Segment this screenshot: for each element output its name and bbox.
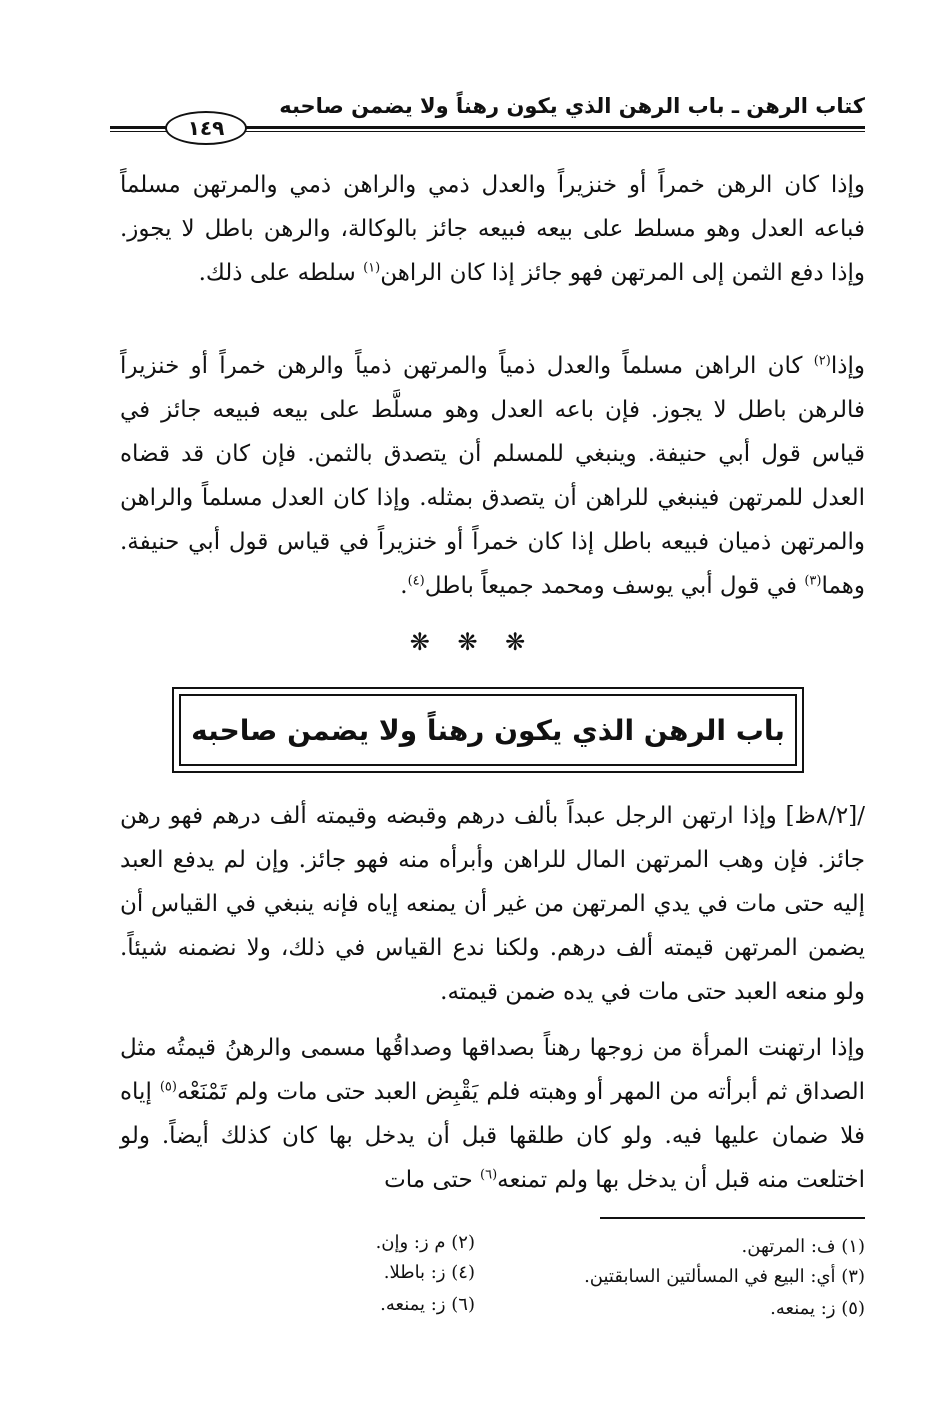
footnote-5: (٥) ز: يمنعه. xyxy=(770,1298,865,1319)
footnotes-rule xyxy=(600,1217,865,1219)
footnote-mark-3: (٣) xyxy=(804,573,822,589)
section-ornament: ❋ ❋ ❋ xyxy=(409,628,536,656)
paragraph-3: /[٨/٢ظ] وإذا ارتهن الرجل عبداً بألف درهم وقبضه وقيمته ألف درهم فهو رهن جائز. فإن وهب المرتهن المال للراهن وأبرأه منه فهو جائز. وإن لم يدفع العبد إليه حتى مات في يدي المرتهن من غير أن يمنعه إياه فإنه ينبغي في القياس أن يضمن المرتهن قيمته ألف درهم. ولكنا ندع القياس في ذلك، ولا نضمنه شيئاً. ولو منعه العبد حتى مات في يده ضمن قيمته. xyxy=(120,803,865,1005)
chapter-heading-frame xyxy=(172,687,804,773)
paragraph-1-text: وإذا كان الرهن خمراً أو خنزيراً والعدل ذمي والراهن ذمي والمرتهن مسلماً فباعه العدل وهو مسلط على بيعه فبيعه جائز بالوكالة، والرهن باطل لا يجوز. وإذا دفع الثمن إلى المرتهن فهو جائز إذا كان الراهن xyxy=(120,172,865,286)
footnote-6: (٦) ز: يمنعه. xyxy=(380,1294,475,1315)
footnote-mark-4: (٤) xyxy=(407,573,425,589)
footnote-mark-5: (٥) xyxy=(159,1079,177,1095)
paragraph-1-end: سلطه على ذلك. xyxy=(198,260,364,286)
running-title: كتاب الرهن ـ باب الرهن الذي يكون رهناً ولا يضمن صاحبه xyxy=(279,94,865,118)
paragraph-2-period: . xyxy=(400,573,408,599)
paragraph-2 xyxy=(120,344,865,608)
footnote-1: (١) ف: المرتهن. xyxy=(741,1236,865,1257)
paragraph-4-text: إياه فلا ضمان عليها فيه. ولو كان طلقها قبل أن يدخل بها كان كذلك أيضاً. ولو اختلعت منه قبل أن يدخل بها ولم تمنعه xyxy=(120,1079,865,1193)
page-number: ١٤٩ xyxy=(165,111,247,145)
footnote-mark-6: (٦) xyxy=(480,1167,498,1183)
chapter-heading-inner-frame xyxy=(179,694,797,766)
footnote-3: (٣) أي: البيع في المسألتين السابقتين. xyxy=(584,1266,865,1287)
footnote-mark-1: (١) xyxy=(363,260,381,276)
paragraph-4 xyxy=(120,1026,865,1202)
footnote-4: (٤) ز: باطلا. xyxy=(383,1262,475,1283)
paragraph-2-text: كان الراهن مسلماً والعدل ذمياً والمرتهن ذمياً والرهن خمراً أو خنزيراً فالرهن باطل لا يجوز. فإن باعه العدل وهو مسلَّط على بيعه فبيعه جائز في قياس قول أبي حنيفة. وينبغي للمسلم أن يتصدق بالثمن. فإن كان قد قضاه العدل للمرتهن فينبغي للراهن أن يتصدق بمثله. وإذا كان العدل مسلماً والراهن والمرتهن ذميان فبيعه باطل إذا كان خمراً أو خنزيراً في قياس قول أبي حنيفة. وهما xyxy=(120,353,865,599)
paragraph-4-end: حتى مات xyxy=(384,1167,480,1193)
chapter-title: باب الرهن الذي يكون رهناً ولا يضمن صاحبه xyxy=(191,713,785,747)
footnote-2: (٢) م ز: وإن. xyxy=(375,1232,475,1253)
paragraph-1 xyxy=(120,163,865,295)
paragraph-4-start: وإذا ارتهنت المرأة من زوجها رهناً بصداقها وصداقُها مسمى والرهنُ قيمتُه مثل الصداق ثم أبرأته من المهر أو وهبته فلم يَقْبِض العبد حتى مات ولم تَمْنَعْه xyxy=(120,1035,865,1105)
paragraph-2-end: في قول أبي يوسف ومحمد جميعاً باطل xyxy=(424,573,805,599)
paragraph-2-start: وإذا xyxy=(830,353,865,379)
footnote-mark-2: (٢) xyxy=(813,353,831,369)
